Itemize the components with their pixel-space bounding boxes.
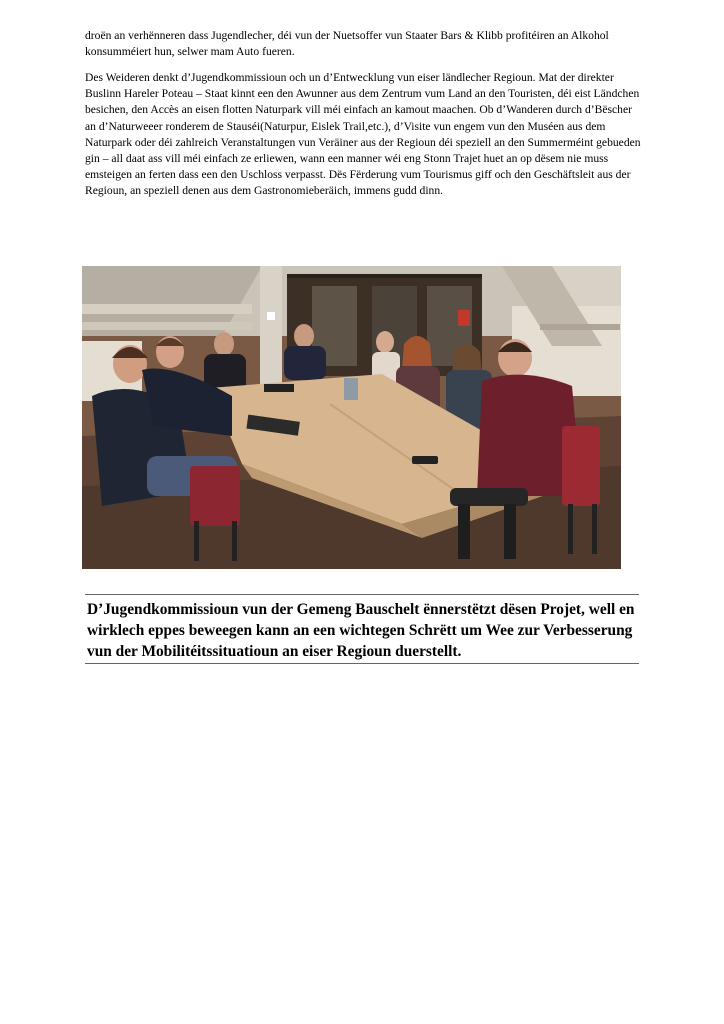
- meeting-photo-illustration: [82, 266, 621, 569]
- group-photo: [82, 266, 621, 569]
- photo-caption: D’Jugendkommissioun vun der Gemeng Bauschelt ënnerstëtzt dësen Projet, well en wirklech eppes beweegen kann an een wichtegen Schrëtt um Wee zur Verbesserung vun der Mobilitéitssituatioun an eiser Regioun duerstellt.: [87, 601, 635, 660]
- caption-box: [85, 594, 639, 664]
- article-paragraph-1: droën an verhënneren dass Jugendlecher, déi vun der Nuetsoffer vun Staater Bars & Klibb profitéiren an Alkohol konsumméiert hun, selwer mam Auto fueren.: [85, 29, 609, 59]
- article-paragraph-2: Des Weideren denkt d’Jugendkommissioun och un d’Entwecklung vun eiser ländlecher Regioun. Mat der direkter Buslinn Hareler Poteau – Staat kinnt een den Awunner aus dem Zentrum vum Land an den Touristen, déi eist Ländchen besichen, den Accès an eisen flotten Naturpark vill méi einfach an kamout maachen. Ob d’Wanderen durch d’Bëscher an d’Naturweeer ronderem de Stauséi(Naturpur, Eislek Trail,etc.), d’Visite vun engem vun den Muséen aus dem Naturpark oder déi zahlreich Veranstaltungen vun Veräiner aus der Regioun déi speziell an den Summerméint gebueden gin – all daat ass vill méi einfach ze erliewen, wann een manner wéi eng Stonn Trajet huet an op dësem nie muss emsteigen an ferten dass een den Uschloss verpasst. Dës Fërderung vum Tourismus giff och den Geschäftsleit aus der Regioun, an speziell denen aus dem Gastronomieberäich, immens gudd dinn.: [85, 71, 641, 198]
